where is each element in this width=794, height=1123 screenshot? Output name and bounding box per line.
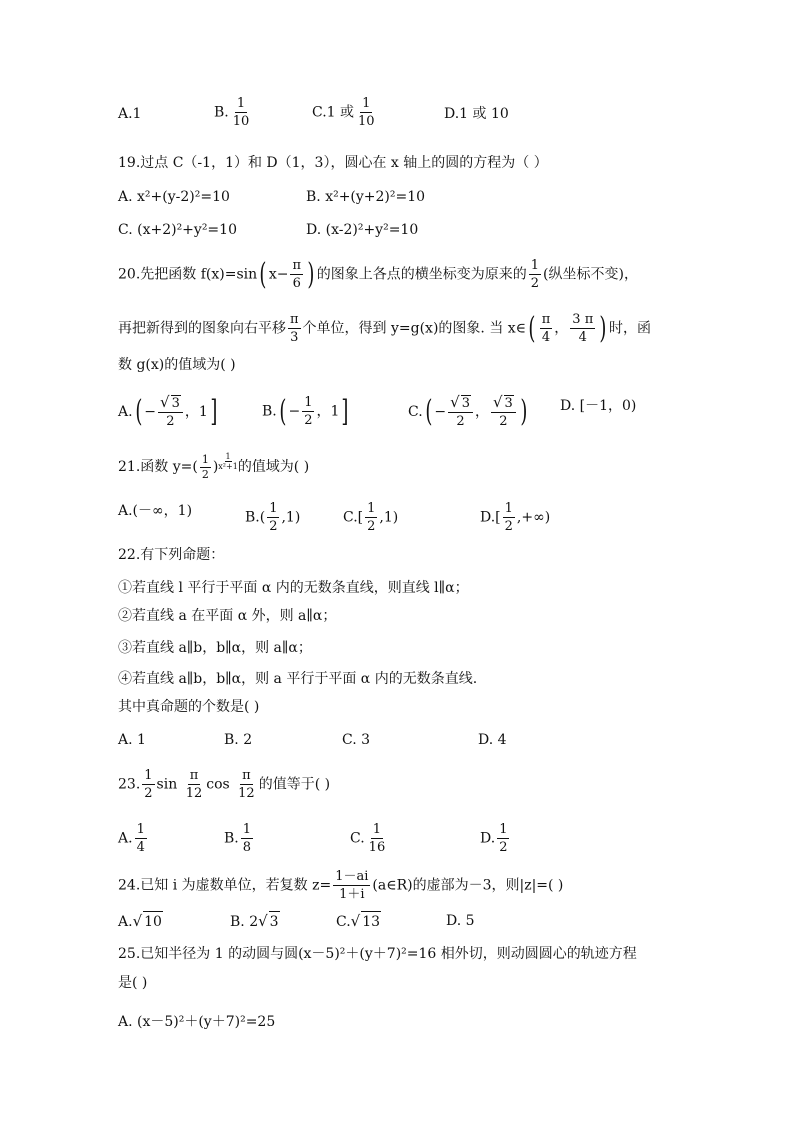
q25-option-a: A. (x－5)²＋(y＋7)²=25 [118,1014,276,1030]
q22-statement-4: ④若直线 a∥b，b∥α，则 a 平行于平面 α 内的无数条直线. [118,671,478,687]
q18-option-c: C.1 或 $\frac{1}{10}$ [312,96,375,129]
q19-option-c: C. (x+2)²+y²=10 [118,222,237,238]
q23-stem: 23. $\frac{1}{2}$ sin $\frac{\pi}{12}$ cos $\frac{\pi}{12}$ 的值等于( ) [118,768,331,801]
q24-option-b: B. 2√ 3 [230,912,279,930]
q22-option-a: A. 1 [118,732,146,748]
q23-option-c: C. $\frac{1}{16}$ [350,822,386,855]
q25-stem-line2: 是( ) [118,975,148,991]
q21-option-d: D.[ $\frac{1}{2}$ ,+∞) [480,501,551,534]
q21-option-a: A.(－∞，1) [118,503,193,519]
q22-option-d: D. 4 [478,732,507,748]
q18-option-a: A.1 [118,106,142,122]
q20-option-c: C.( − $\frac{√ 3}{2}$ ， $\frac{√ 3}{2}$ ) [408,393,528,429]
q22-stem: 22.有下列命题： [118,547,225,563]
q24-stem: 24.已知 i 为虚数单位，若复数 z= $\frac{1-ai}{1+i}$ (a∈R)的虚部为－3，则|z|=( ) [118,869,564,902]
q19-option-b: B. x²+(y+2)²=10 [306,189,426,205]
q18-option-d: D.1 或 10 [444,106,509,122]
q22-statement-3: ③若直线 a∥b，b∥α，则 a∥α； [118,640,312,656]
q21-option-b: B.( $\frac{1}{2}$ ,1) [245,501,301,534]
q20-line1: 20.先把函数 f(x)=sin( x− $\frac{\pi}{6}$ ) 的图象上各点的横坐标变为原来的 $\frac{1}{2}$ (纵坐标不变)， [118,256,638,292]
q22-question: 其中真命题的个数是( ) [118,699,260,715]
q22-option-b: B. 2 [224,732,253,748]
q20-line3: 数 g(x)的值域为( ) [118,357,236,373]
q21-stem: 21.函数 y=( $\frac{1}{2}$ ) $\frac{1}{\text{x²+1}}$ 的值域为( ) [118,452,310,481]
q24-option-a: A.√ 10 [118,912,162,930]
q20-option-a: A.( − $\frac{√ 3}{2}$ ，1] [118,393,218,429]
q20-option-b: B.( − $\frac{1}{2}$ ，1] [262,393,349,429]
q22-statement-1: ①若直线 l 平行于平面 α 内的无数条直线，则直线 l∥α； [118,580,469,596]
q25-stem-line1: 25.已知半径为 1 的动圆与圆(x－5)²＋(y＋7)²=16 相外切，则动圆圆心的轨迹方程 [118,946,637,962]
q24-option-c: C.√ 13 [336,912,381,930]
q21-option-c: C.[ $\frac{1}{2}$ ,1) [343,501,399,534]
q20-line2: 再把新得到的图象向右平移 $\frac{\pi}{3}$ 个单位，得到 y=g(x)的图象. 当 x∈( $\frac{\pi}{4}$ ， $\frac{3 \pi}{4}$ ) 时，函 [118,310,651,346]
q20-option-d: D. [－1，0) [560,398,637,414]
q24-option-d: D. 5 [446,913,475,929]
q18-option-b: B. $\frac{1}{10}$ [214,96,250,129]
q19-stem: 19.过点 C（-1，1）和 D（1，3），圆心在 x 轴上的圆的方程为（ ） [118,155,548,171]
q23-option-a: A. $\frac{1}{4}$ [118,822,145,855]
q22-statement-2: ②若直线 a 在平面 α 外，则 a∥α； [118,608,337,624]
q23-option-b: B. $\frac{1}{8}$ [224,822,252,855]
q19-option-d: D. (x-2)²+y²=10 [306,222,419,238]
q23-option-d: D. $\frac{1}{2}$ [480,822,508,855]
q19-option-a: A. x²+(y-2)²=10 [118,189,230,205]
q22-option-c: C. 3 [342,732,371,748]
